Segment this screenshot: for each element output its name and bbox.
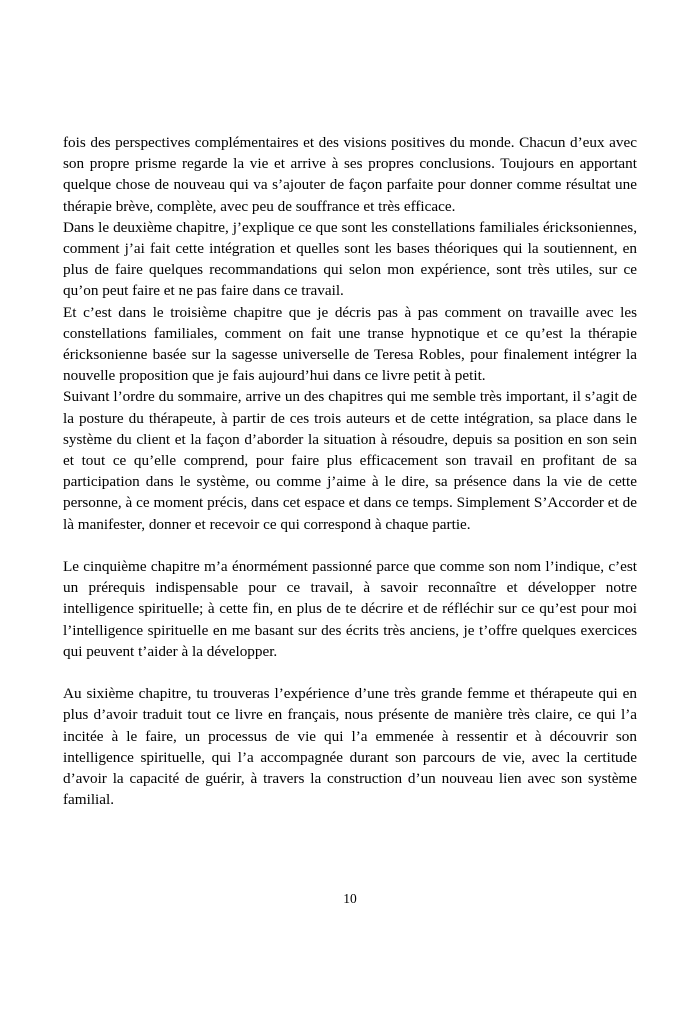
body-paragraph: Le cinquième chapitre m’a énormément passionné parce que comme son nom l’indique, c’est un prérequis indispensable pour ce travail, à savoir reconnaître et développer notre intelligence spirituelle; à cette fin, en plus de te décrire et de réfléchir sur ce qu’est pour moi l’intelligence spirituelle en me basant sur des écrits très anciens, je t’offre quelques exercices qui peuvent t’aider à la développer. — [63, 558, 637, 660]
body-paragraph: Suivant l’ordre du sommaire, arrive un des chapitres qui me semble très important, il s’agit de la posture du thérapeute, à partir de ces trois auteurs et de cette intégration, sa place dans le système du client et la façon d’aborder la situation à résoudre, depuis sa position en son sein et tout ce qu’elle comprend, pour faire plus efficacement son travail en profitant de sa participation dans le système, ou comme j’aime à le dire, sa présence dans la vie de cette personne, à ce moment précis, dans cet espace et dans ce temps. Simplement S’Accorder et de là manifester, donner et recevoir ce qui correspond à chaque partie. — [63, 388, 637, 533]
body-paragraph: Au sixième chapitre, tu trouveras l’expérience d’une très grande femme et thérapeute qui en plus d’avoir traduit tout ce livre en français, nous présente de manière très claire, ce qui l’a incitée à le faire, un processus de vie qui l’a emmenée à ressentir et à découvrir son intelligence spirituelle, qui l’a accompagnée durant son parcours de vie, avec la certitude d’avoir la capacité de guérir, à travers la construction d’un nouveau lien avec son système familial. — [63, 685, 637, 809]
page-number: 10 — [343, 891, 357, 906]
body-paragraph: fois des perspectives complémentaires et des visions positives du monde. Chacun d’eux avec son propre prisme regarde la vie et arrive à ses propres conclusions. Toujours en apportant quelque chose de nouveau qui va s’ajouter de façon parfaite pour donner comme résultat une thérapie brève, complète, avec peu de souffrance et très efficace. — [63, 134, 637, 215]
body-paragraph: Dans le deuxième chapitre, j’explique ce que sont les constellations familiales éricksoniennes, comment j’ai fait cette intégration et quelles sont les bases théoriques qui la soutiennent, en plus de faire quelques recommandations qui selon mon expérience, sont très utiles, sur ce qu’on peut faire et ne pas faire dans ce travail. — [63, 218, 637, 300]
body-paragraph: Et c’est dans le troisième chapitre que je décris pas à pas comment on travaille avec les constellations familiales, comment on fait une transe hypnotique et ce qu’est la thérapie éricksonienne basée sur la sagesse universelle de Teresa Robles, pour finalement intégrer la nouvelle proposition que je fais aujourd’hui dans ce livre petit à petit. — [63, 303, 637, 385]
page-body-text — [63, 132, 637, 810]
